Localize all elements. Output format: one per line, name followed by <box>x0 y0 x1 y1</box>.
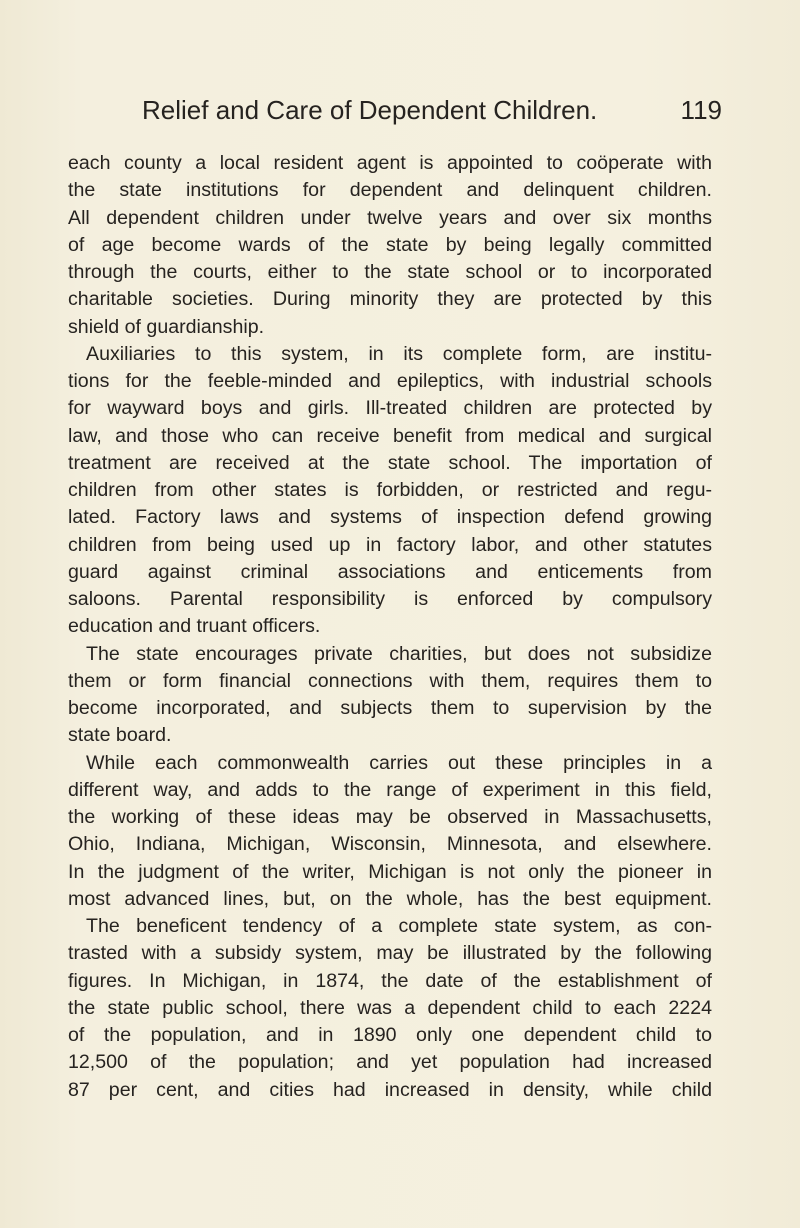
text-line: state board. <box>68 724 172 747</box>
text-line: The state encourages private charities, but does not subsidize <box>86 642 712 665</box>
running-head <box>142 88 722 132</box>
text-line: different way, and adds to the range of experiment in this field, <box>68 778 712 801</box>
text-line: most advanced lines, but, on the whole, has the best equipment. <box>68 887 712 910</box>
text-line: Auxiliaries to this system, in its complete form, are institu- <box>86 342 712 365</box>
text-line: All dependent children under twelve years and over six months <box>68 206 712 229</box>
text-line: education and truant officers. <box>68 615 321 638</box>
text-line: the state institutions for dependent and delinquent children. <box>68 179 712 202</box>
text-line: of the population, and in 1890 only one dependent child to <box>68 1024 712 1046</box>
text-line: children from other states is forbidden, or restricted and regu- <box>68 479 712 501</box>
text-line: law, and those who can receive benefit from medical and surgical <box>68 424 712 447</box>
text-line: saloons. Parental responsibility is enforced by compulsory <box>68 588 712 610</box>
text-line: guard against criminal associations and enticements from <box>68 560 712 583</box>
text-line: through the courts, either to the state school or to incorporated <box>68 261 712 283</box>
text-line: shield of guardianship. <box>68 315 265 338</box>
text-line: lated. Factory laws and systems of inspection defend growing <box>68 506 712 529</box>
text-line: each county a local resident agent is appointed to coöperate with <box>68 152 712 174</box>
text-line: of age become wards of the state by being legally committed <box>68 233 712 256</box>
text-line: tions for the feeble-minded and epileptics, with industrial schools <box>68 370 712 392</box>
text-line: the working of these ideas may be observed in Massachusetts, <box>68 806 712 828</box>
text-line: trasted with a subsidy system, may be illustrated by the following <box>68 942 712 965</box>
body-text <box>68 150 712 1104</box>
text-line: charitable societies. During minority they are protected by this <box>68 288 712 311</box>
text-line: children from being used up in factory labor, and other statutes <box>68 533 712 556</box>
text-line: for wayward boys and girls. Ill-treated children are protected by <box>68 397 712 420</box>
text-line: 12,500 of the population; and yet population had increased <box>68 1051 712 1074</box>
text-line: In the judgment of the writer, Michigan is not only the pioneer in <box>68 860 712 883</box>
text-line: the state public school, there was a dependent child to each 2224 <box>68 996 712 1019</box>
text-line: 87 per cent, and cities had increased in density, while child <box>68 1078 712 1101</box>
text-line: Ohio, Indiana, Michigan, Wisconsin, Minnesota, and elsewhere. <box>68 833 712 856</box>
text-line: The beneficent tendency of a complete state system, as con- <box>86 915 712 937</box>
page-number: 119 <box>680 95 722 125</box>
text-line: While each commonwealth carries out these principles in a <box>86 751 712 774</box>
text-line: figures. In Michigan, in 1874, the date of the establishment of <box>68 969 712 992</box>
text-line: them or form financial connections with them, requires them to <box>68 669 712 692</box>
chapter-title: Relief and Care of Dependent Children. <box>142 95 598 125</box>
text-line: treatment are received at the state school. The importation of <box>68 451 712 474</box>
text-line: become incorporated, and subjects them to supervision by the <box>68 697 712 719</box>
